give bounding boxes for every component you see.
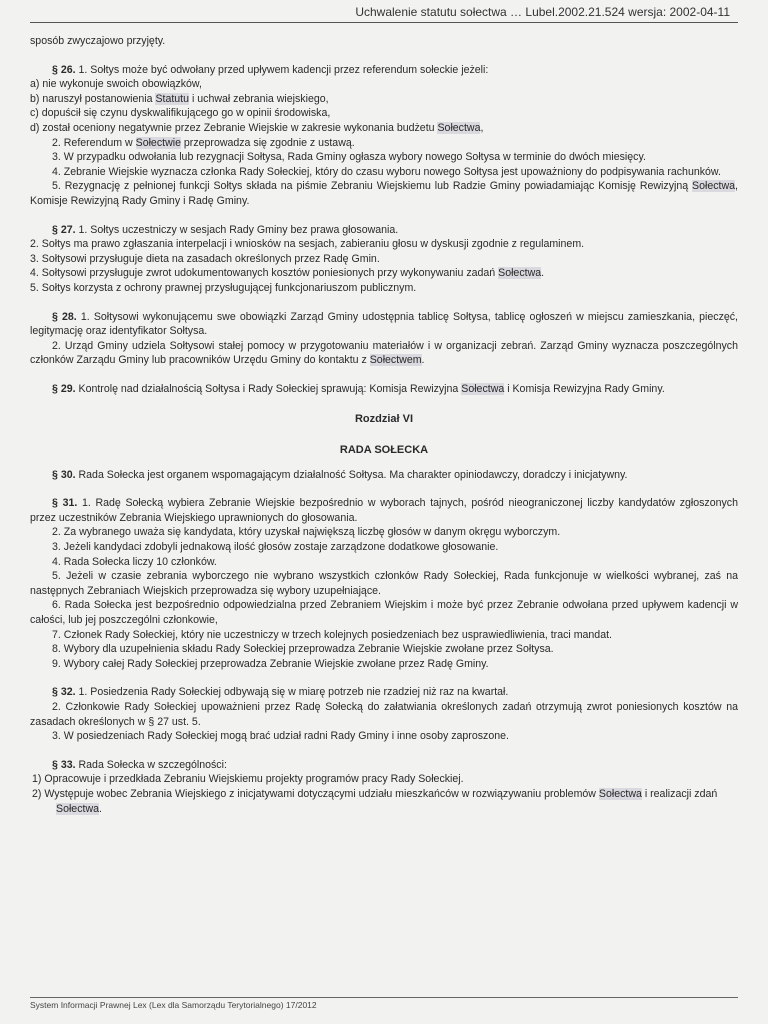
s26-point-4: 4. Zebranie Wiejskie wyznacza członka Rady Sołeckiej, który do czasu wyboru nowego Sołtysa jest upoważniony do podpisywania rachunków. xyxy=(52,165,721,178)
s31-point-3: 3. Jeżeli kandydaci zdobyli jednakową ilość głosów zostaje zarządzone dodatkowe głosowanie. xyxy=(52,541,499,554)
section-29 xyxy=(30,382,738,397)
highlight: Sołectwa xyxy=(692,180,736,193)
s33-line-1: § 33. Rada Sołecka w szczególności: xyxy=(52,758,227,771)
s32-mark: § 32. xyxy=(52,686,76,699)
s31-point-9: 9. Wybory całej Rady Sołeckiej przeprowadza Zebranie Wiejskie zwołane przez Radę Gminy. xyxy=(52,657,489,670)
section-30 xyxy=(30,468,738,483)
highlight: Sołectwem xyxy=(369,354,422,367)
s32-line-1: § 32. 1. Posiedzenia Rady Sołeckiej odbywają się w miarę potrzeb nie rzadziej niż raz na kwartał. xyxy=(52,686,509,699)
highlight: Sołectwa xyxy=(56,802,99,815)
section-33 xyxy=(30,758,738,816)
s32-point-3: 3. W posiedzeniach Rady Sołeckiej mogą brać udział radni Rady Gminy i inne osoby zaproszone. xyxy=(52,730,509,743)
s30-mark: § 30. xyxy=(52,468,76,481)
chapter-title: RADA SOŁECKA xyxy=(339,444,429,457)
s28-point-2: 2. Urząd Gminy udziela Sołtysowi stałej pomocy w przygotowaniu materiałów i w organizacji zebrań. Zarząd Gminy wyznacza poszczególnych członków Zarządu Gminy lub pracowników Urzędu Gminy do kontaktu z Sołectwem. xyxy=(30,339,738,367)
s29-mark: § 29. xyxy=(52,382,76,395)
section-26 xyxy=(30,63,738,209)
highlight: Statutu xyxy=(155,92,190,105)
s27-point-4: 4. Sołtysowi przysługuje zwrot udokumentowanych kosztów poniesionych przy wykonywaniu zadań Sołectwa. xyxy=(30,267,545,280)
page-header xyxy=(30,2,738,23)
s31-line-1: § 31. 1. Radę Sołecką wybiera Zebranie Wiejskie bezpośrednio w wyborach tajnych, pośród nieograniczonej liczby kandydatów zgłoszonych przez uczestników Zebrania Wiejskiego uprawnionych do głosowania. xyxy=(30,497,738,524)
section-31 xyxy=(30,496,738,671)
footer-text: System Informacji Prawnej Lex (Lex dla Samorządu Terytorialnego) 17/2012 xyxy=(30,1000,317,1010)
s31-point-6: 6. Rada Sołecka jest bezpośrednio odpowiedzialna przed Zebraniem Wiejskim i może być przez Zebranie odwołana przed upływem kadencji w całości, lub jej poszczególni członkowie, xyxy=(30,599,738,626)
s27-point-5: 5. Sołtys korzysta z ochrony prawnej przysługującej funkcjonariuszom publicznym. xyxy=(30,281,417,294)
header-text: Uchwalenie statutu sołectwa … Lubel.2002.21.524 wersja: 2002-04-11 xyxy=(355,5,730,19)
s31-point-4: 4. Rada Sołecka liczy 10 członków. xyxy=(52,555,217,568)
s33-item-1: 1) Opracowuje i przedkłada Zebraniu Wiejskiemu projekty programów pracy Rady Sołeckiej. xyxy=(32,773,464,786)
s31-point-2: 2. Za wybranego uważa się kandydata, który uzyskał największą liczbę głosów w danym okręgu wyborczym. xyxy=(52,526,561,539)
highlight: Sołectwa xyxy=(598,787,642,800)
s26-item-b: b) naruszył postanowienia Statutu i uchwał zebrania wiejskiego, xyxy=(30,92,329,105)
s28-line-1: § 28. 1. Sołtysowi wykonującemu swe obowiązki Zarząd Gminy udostępnia tablicę Sołtysa, tablicę ogłoszeń w miejscu zamieszkania, pieczęć, legitymację oraz identyfikator Sołtysa. xyxy=(30,310,738,338)
highlight: Sołectwa xyxy=(498,267,542,280)
highlight: Sołectwa xyxy=(437,121,481,134)
page-footer xyxy=(30,997,738,1011)
s33-mark: § 33. xyxy=(52,758,76,771)
highlight: Sołectwie xyxy=(135,136,181,149)
s27-point-2: 2. Sołtys ma prawo zgłaszania interpelacji i wniosków na sesjach, zabieraniu głosu w dyskusji zgodnie z regulaminem. xyxy=(30,238,585,251)
s26-item-c: c) dopuścił się czynu dyskwalifikującego go w opinii środowiska, xyxy=(30,107,331,120)
s26-point-5: 5. Rezygnację z pełnionej funkcji Sołtys składa na piśmie Zebraniu Wiejskiemu lub Radzie Gminy powiadamiając Komisję Rewizyjną Sołectwa, Komisje Rewizyjną Rady Gminy i Radę Gminy. xyxy=(30,180,738,207)
s31-point-8: 8. Wybory dla uzupełnienia składu Rady Sołeckiej przeprowadza Zebranie Wiejskie zwołane przez Sołtysa. xyxy=(52,643,554,656)
s27-line-1: § 27. 1. Sołtys uczestniczy w sesjach Rady Gminy bez prawa głosowania. xyxy=(52,223,399,236)
section-27 xyxy=(30,223,738,296)
s31-mark: § 31. xyxy=(52,497,78,510)
s26-mark: § 26. xyxy=(52,63,76,76)
document-body xyxy=(30,34,738,816)
s26-item-a: a) nie wykonuje swoich obowiązków, xyxy=(30,78,202,91)
highlight: Sołectwa xyxy=(461,382,505,395)
s33-item-2: 2) Występuje wobec Zebrania Wiejskiego z inicjatywami dotyczącymi udziału mieszkańców w rozwiązywaniu problemów Sołectwa i realizacji zdań Sołectwa. xyxy=(32,787,718,815)
section-32 xyxy=(30,685,738,743)
section-28 xyxy=(30,310,738,368)
s26-item-d: d) został oceniony negatywnie przez Zebranie Wiejskie w zakresie wykonania budżetu Sołectwa, xyxy=(30,121,484,134)
s32-point-2: 2. Członkowie Rady Sołeckiej upoważnieni przez Radę Sołecką do załatwiania określonych zadań otrzymują zwrot poniesionych kosztów na zasadach określonych w § 27 ust. 5. xyxy=(30,700,738,728)
intro-line: sposób zwyczajowo przyjęty. xyxy=(30,35,166,47)
s26-point-2: 2. Referendum w Sołectwie przeprowadza się zgodnie z ustawą. xyxy=(52,136,355,149)
s30-line-1: § 30. Rada Sołecka jest organem wspomagającym działalność Sołtysa. Ma charakter opiniodawczy, doradczy i inicjatywny. xyxy=(52,468,628,481)
s31-point-5: 5. Jeżeli w czasie zebrania wyborczego nie wybrano wszystkich członków Rady Sołeckiej, Rada funkcjonuje w wielkości wybranej, zaś na następnych Zebraniach Wiejskich przeprowadza się wybory uzupełniające. xyxy=(30,570,738,597)
s28-mark: § 28. xyxy=(52,310,77,323)
s27-point-3: 3. Sołtysowi przysługuje dieta na zasadach określonych przez Radę Gmin. xyxy=(30,252,380,265)
chapter-number: Rozdział VI xyxy=(354,413,414,426)
s27-mark: § 27. xyxy=(52,223,76,236)
s29-line-1: § 29. Kontrolę nad działalnością Sołtysa i Rady Sołeckiej sprawują: Komisja Rewizyjna Sołectwa i Komisja Rewizyjna Rady Gminy. xyxy=(52,382,665,395)
s31-point-7: 7. Członek Rady Sołeckiej, który nie uczestniczy w trzech kolejnych posiedzeniach bez usprawiedliwienia, traci mandat. xyxy=(52,628,612,641)
s26-line-1: § 26. 1. Sołtys może być odwołany przed upływem kadencji przez referendum sołeckie jeżeli: xyxy=(52,63,489,76)
s26-point-3: 3. W przypadku odwołania lub rezygnacji Sołtysa, Rada Gminy ogłasza wybory nowego Sołtysa w terminie do dwóch miesięcy. xyxy=(52,151,646,164)
